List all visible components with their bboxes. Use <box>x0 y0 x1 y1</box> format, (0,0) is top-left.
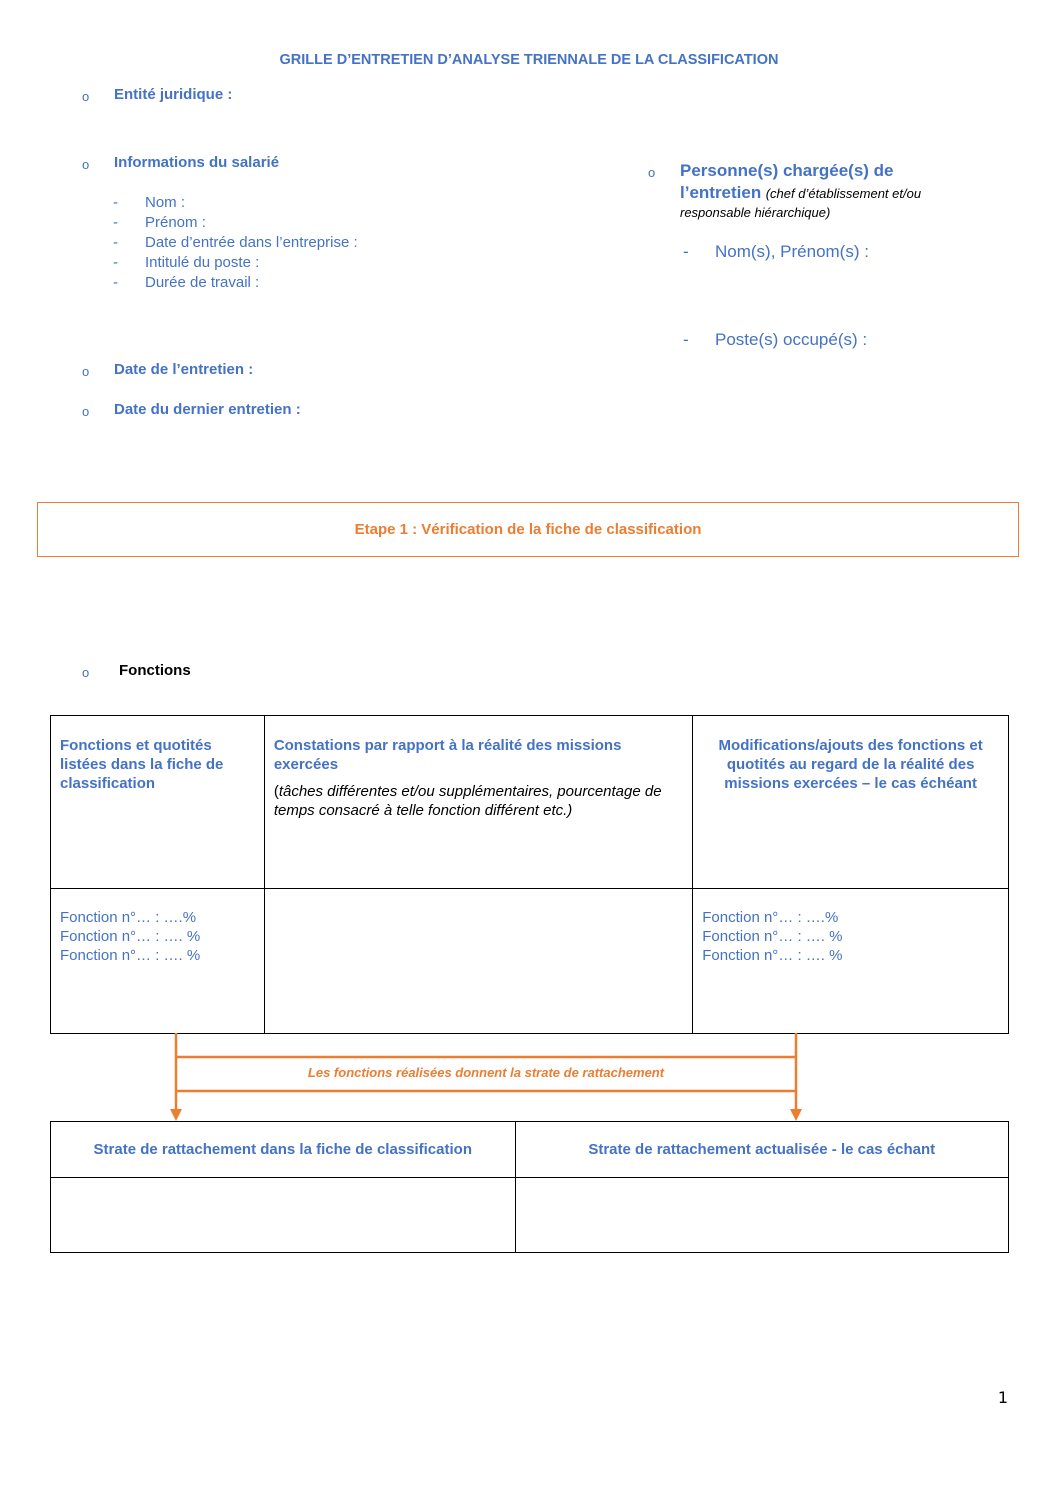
intitule-poste-label: Intitulé du poste : <box>145 254 260 271</box>
dash-bullet: - <box>113 194 118 211</box>
fonction-line: Fonction n°… : ….% <box>702 909 839 926</box>
strate-table <box>50 1121 1009 1253</box>
cell-strate-fiche-empty[interactable] <box>51 1178 516 1253</box>
entretien-label: l’entretien <box>680 183 762 202</box>
page-number: 1 <box>997 1388 1008 1407</box>
fonction-line: Fonction n°… : …. % <box>702 947 843 964</box>
dash-bullet: - <box>113 274 118 291</box>
date-dernier-entretien-label: Date du dernier entretien : <box>114 401 301 418</box>
entite-juridique-label: Entité juridique : <box>114 86 233 103</box>
dash-bullet: - <box>113 254 118 271</box>
dash-bullet: - <box>113 234 118 251</box>
bullet-circle: o <box>82 364 90 379</box>
fonctions-label: Fonctions <box>119 662 191 679</box>
dash-bullet: - <box>683 330 689 349</box>
bullet-circle: o <box>82 89 90 104</box>
bullet-circle: o <box>648 165 656 180</box>
header-fonctions-text: Fonctions et quotités listées dans la fiche de classification <box>60 737 224 792</box>
fonction-line: Fonction n°… : …. % <box>60 928 201 945</box>
bullet-circle: o <box>82 665 90 680</box>
etape-1-label: Etape 1 : Vérification de la fiche de classification <box>354 521 702 538</box>
bullet-circle: o <box>82 404 90 419</box>
document-title: GRILLE D’ENTRETIEN D’ANALYSE TRIENNALE DE LA CLASSIFICATION <box>279 52 779 68</box>
arrow-down-icon <box>170 1109 182 1121</box>
note-open-paren: ( <box>273 783 279 800</box>
nom-prenom-label: Nom(s), Prénom(s) : <box>715 242 869 261</box>
header-constatations-text: Constations par rapport à la réalité des missions exercées <box>273 737 622 773</box>
note-text: tâches différentes et/ou supplémentaires, pourcentage de temps consacré à telle fonction différent etc.) <box>273 783 662 819</box>
dash-bullet: - <box>683 242 689 261</box>
bullet-circle: o <box>82 157 90 172</box>
personne-chargee-label: Personne(s) chargée(s) de <box>680 161 894 180</box>
header-strate-fiche-text: Strate de rattachement dans la fiche de classification <box>93 1141 472 1158</box>
date-entretien-label: Date de l’entretien : <box>114 361 254 378</box>
header-strate-actualisee <box>515 1122 1008 1178</box>
cell-strate-actualisee-empty[interactable] <box>515 1178 1008 1253</box>
fonction-line: Fonction n°… : ….% <box>60 909 197 926</box>
personne-note-inline: (chef d’établissement et/ou <box>765 186 922 201</box>
fonction-line: Fonction n°… : …. % <box>60 947 201 964</box>
poste-occupe-label: Poste(s) occupé(s) : <box>715 330 868 349</box>
duree-travail-label: Durée de travail : <box>145 274 260 291</box>
date-entree-label: Date d’entrée dans l’entreprise : <box>145 234 358 251</box>
table-row <box>51 1178 1009 1253</box>
prenom-label: Prénom : <box>145 214 206 231</box>
fonction-line: Fonction n°… : …. % <box>702 928 843 945</box>
dash-bullet: - <box>113 214 118 231</box>
header-strate-actualisee-text: Strate de rattachement actualisée - le cas échant <box>588 1141 936 1158</box>
header-modifications-text: Modifications/ajouts des fonctions et quotités au regard de la réalité des missions exercées – le cas échéant <box>718 737 983 792</box>
informations-salarie-label: Informations du salarié <box>114 154 280 171</box>
table-header-row <box>51 1122 1009 1178</box>
personne-note-line2: responsable hiérarchique) <box>680 205 831 220</box>
arrow-down-icon <box>790 1109 802 1121</box>
arrow-label: Les fonctions réalisées donnent la strate de rattachement <box>307 1065 665 1080</box>
header-strate-fiche <box>51 1122 516 1178</box>
nom-label: Nom : <box>145 194 186 211</box>
